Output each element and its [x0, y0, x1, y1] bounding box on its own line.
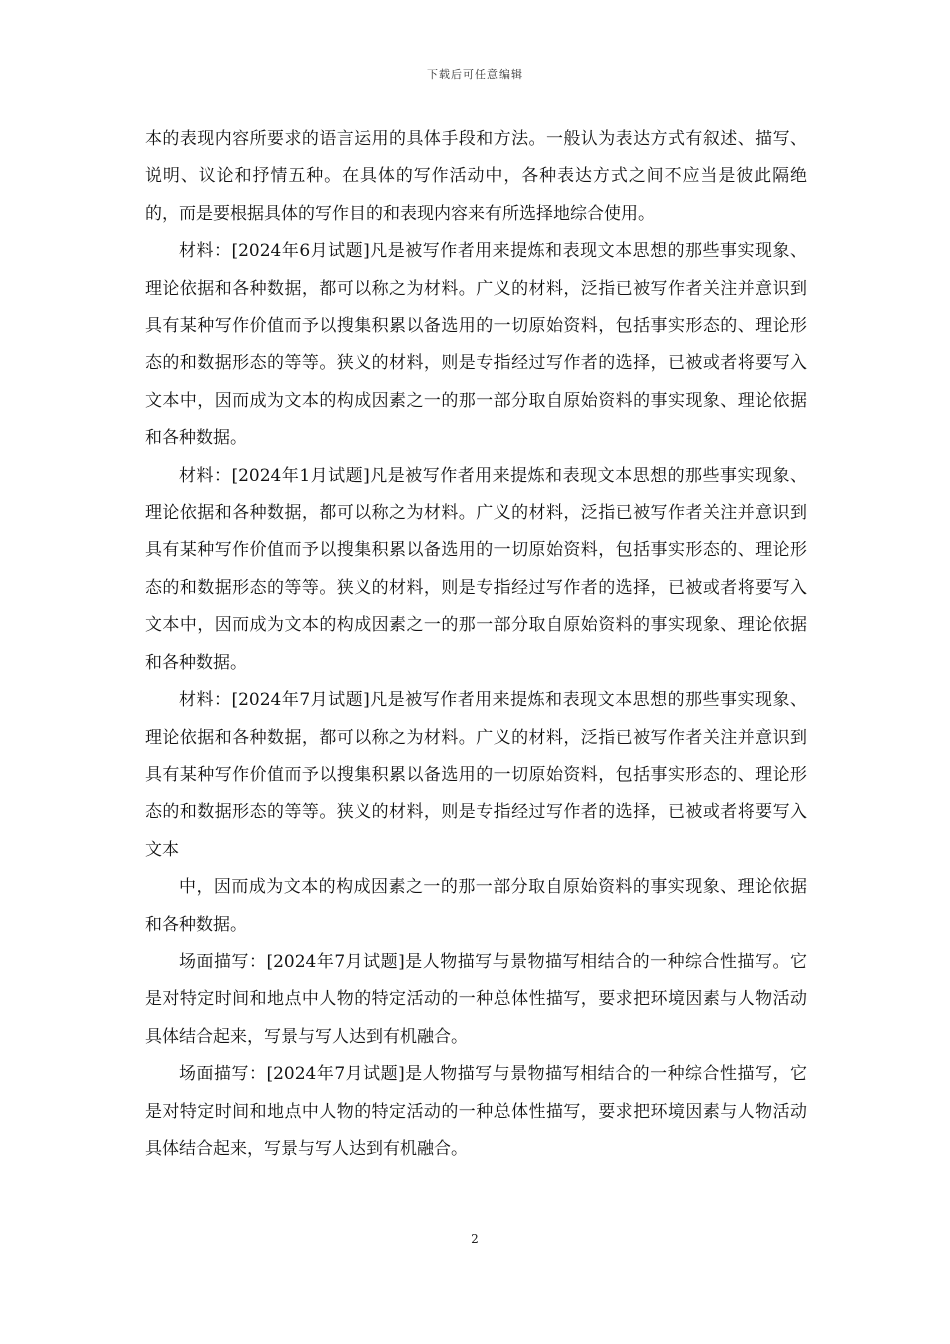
paragraph-expression-methods: 本的表现内容所要求的语言运用的具体手段和方法。一般认为表达方式有叙述、描写、说明、议论和抒情五种。在具体的写作活动中，各种表达方式之间不应当是彼此隔绝的，而是要根据具体的写作目的和表现内容来有所选择地综合使用。 — [145, 129, 807, 224]
paragraph-material-2024-01: 材料：[2024年1月试题]凡是被写作者用来提炼和表现文本思想的那些事实现象、理论依据和各种数据，都可以称之为材料。广义的材料，泛指已被写作者关注并意识到具有某种写作价值而予以搜集积累以备选用的一切原始资料，包括事实形态的、理论形态的和数据形态的等等。狭义的材料，则是专指经过写作者的选择，已被或者将要写入文本中，因而成为文本的构成因素之一的那一部分取自原始资料的事实现象、理论依据和各种数据。 — [145, 465, 807, 673]
page-number: 2 — [471, 1232, 479, 1246]
page-header: 下载后可任意编辑 — [427, 68, 523, 81]
paragraph-scene-description-1: 场面描写：[2024年7月试题]是人物描写与景物描写相结合的一种综合性描写。它是对特定时间和地点中人物的特定活动的一种总体性描写，要求把环境因素与人物活动具体结合起来，写景与写人达到有机融合。 — [145, 951, 807, 1047]
paragraph-material-2024-07-continued: 中，因而成为文本的构成因素之一的那一部分取自原始资料的事实现象、理论依据和各种数据。 — [145, 877, 807, 935]
paragraph-material-2024-06: 材料：[2024年6月试题]凡是被写作者用来提炼和表现文本思想的那些事实现象、理论依据和各种数据，都可以称之为材料。广义的材料，泛指已被写作者关注并意识到具有某种写作价值而予以搜集积累以备选用的一切原始资料，包括事实形态的、理论形态的和数据形态的等等。狭义的材料，则是专指经过写作者的选择，已被或者将要写入文本中，因而成为文本的构成因素之一的那一部分取自原始资料的事实现象、理论依据和各种数据。 — [145, 241, 807, 449]
paragraph-material-2024-07: 材料：[2024年7月试题]凡是被写作者用来提炼和表现文本思想的那些事实现象、理论依据和各种数据，都可以称之为材料。广义的材料，泛指已被写作者关注并意识到具有某种写作价值而予以搜集积累以备选用的一切原始资料，包括事实形态的、理论形态的和数据形态的等等。狭义的材料，则是专指经过写作者的选择，已被或者将要写入文本 — [145, 690, 807, 860]
paragraph-scene-description-2: 场面描写：[2024年7月试题]是人物描写与景物描写相结合的一种综合性描写，它是对特定时间和地点中人物的特定活动的一种总体性描写，要求把环境因素与人物活动具体结合起来，写景与写人达到有机融合。 — [145, 1064, 807, 1159]
document-body — [145, 121, 807, 1168]
